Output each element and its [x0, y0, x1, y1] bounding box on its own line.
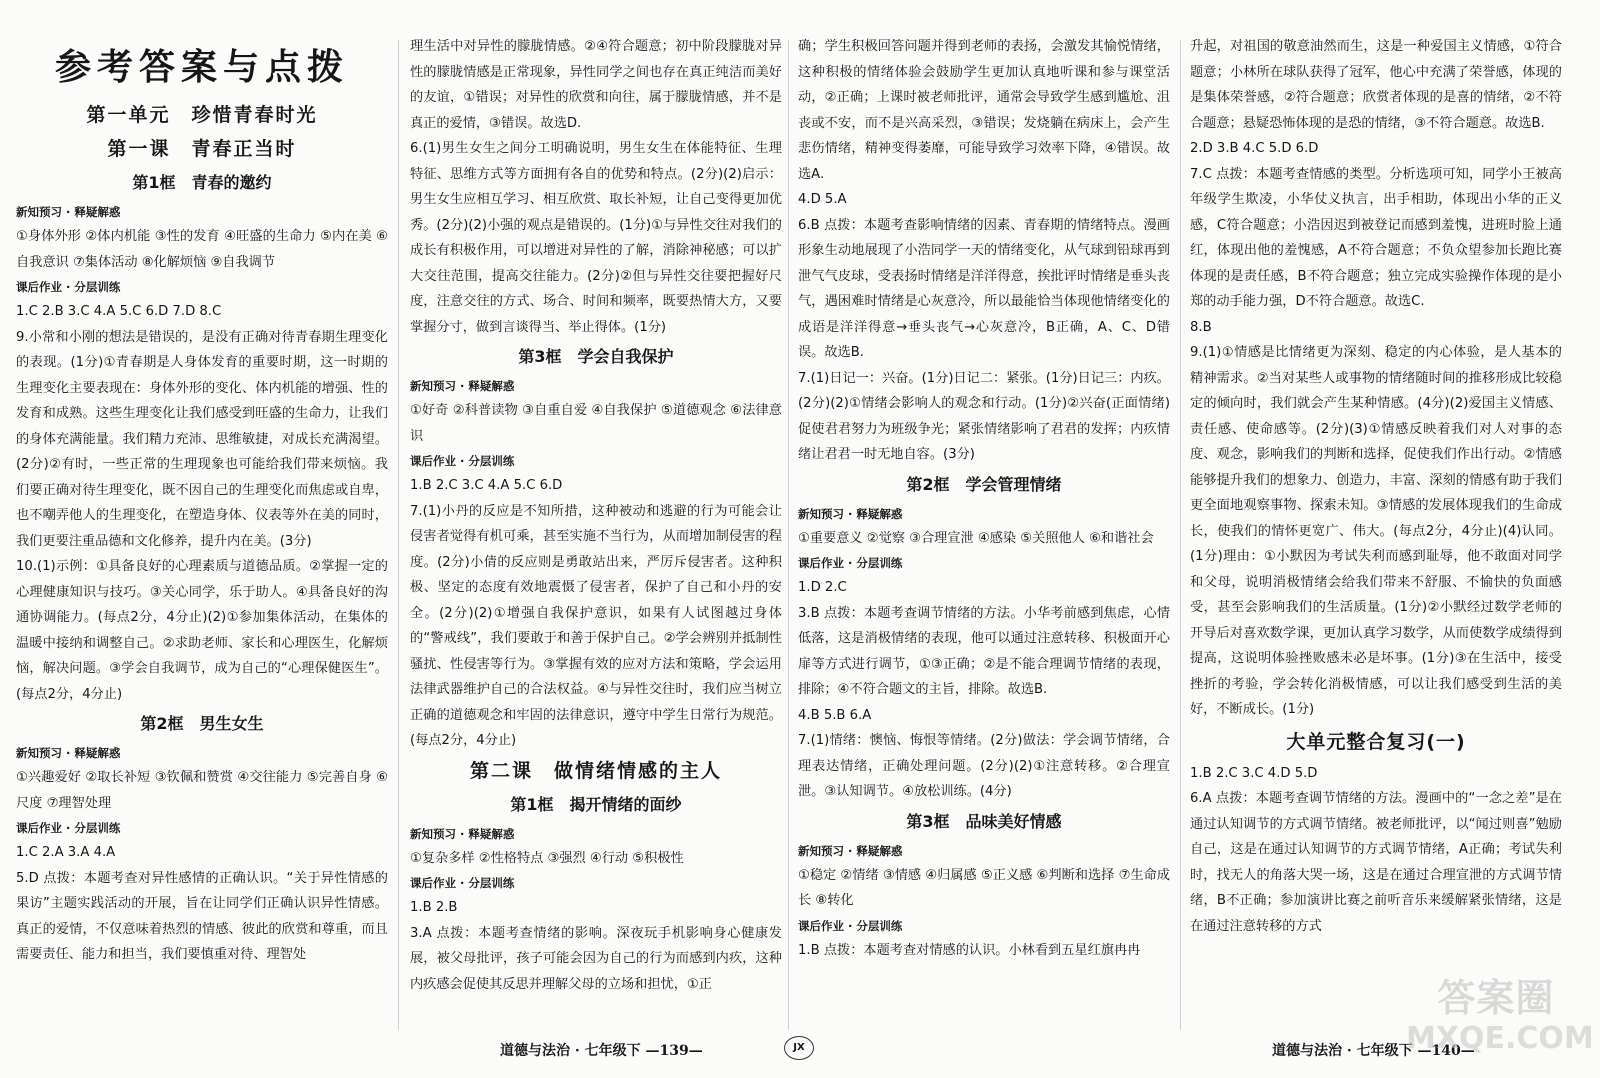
- section-label: 课后作业 · 分层训练: [16, 821, 121, 835]
- review-heading: 大单元整合复习(一): [1286, 730, 1466, 753]
- answer-paragraph: 1.D 2.C: [798, 580, 847, 595]
- answer-paragraph: 5.D 点拨：本题考查对异性感情的正确认识。“关于异性情感的果访”主题实践活动的开展，旨在让同学们正确认识异性情感。真正的爱情，不仅意味着热烈的情感、彼此的欣赏和尊重，而且需要责任、能力和担当，我们要慎重对待、理智处: [16, 870, 388, 962]
- section-label: 课后作业 · 分层训练: [410, 454, 515, 468]
- page-gutter: [788, 40, 789, 1030]
- answer-paragraph: 7.(1)日记一：兴奋。(1分)日记二：紧张。(1分)日记三：内疚。(2分)(2)①情绪会影响人的观念和行动。(1分)②兴奋(正面情绪)促使君君努力为班级争光；紧张情绪影响了君君的发挥；内疚情绪让君君一时无地自容。(3分): [798, 370, 1170, 462]
- answer-paragraph: 1.B 2.C 3.C 4.D 5.D: [1190, 765, 1318, 781]
- answer-paragraph: ①重要意义 ②觉察 ③合理宣泄 ④感染 ⑤关照他人 ⑥和谐社会: [798, 530, 1154, 546]
- answer-paragraph: 4.B 5.B 6.A: [798, 707, 872, 723]
- section-label: 新知预习 · 释疑解惑: [410, 826, 515, 841]
- column-divider: [398, 40, 399, 1030]
- section-heading: 第2框 学会管理情绪: [906, 474, 1062, 494]
- answer-paragraph: ①好奇 ②科普读物 ③自重自爱 ④自我保护 ⑤道德观念 ⑥法律意识: [410, 403, 782, 444]
- answer-paragraph: ①兴趣爱好 ②取长补短 ③钦佩和赞赏 ④交往能力 ⑤完善自身 ⑥尺度 ⑦理智处理: [16, 770, 388, 811]
- column-2: [410, 34, 782, 1024]
- section-label: 新知预习 · 释疑解惑: [798, 843, 903, 858]
- watermark-logo: [1406, 975, 1594, 1071]
- watermark-logo-text: 答案圈: [1437, 976, 1555, 1020]
- answer-paragraph: 7.(1)小丹的反应是不知所措，这种被动和逃避的行为可能会让侵害者觉得有机可乘，甚至实施不当行为，从而增加制侵害的程度。(2分)小倩的反应则是勇敢站出来，严厉斥侵害者。这种积极、坚定的态度有效地震慑了侵害者，保护了自己和小丹的安全。(2分)(2)①增强自我保护意识，如果有人试图越过身体的“警戒线”，我们要敢于和善于保护自己。②学会辨别并抵制性骚扰、性侵害等行为。③掌握有效的应对方法和策略，学会运用法律武器维护自己的合法权益。④与异性交往时，我们应当树立正确的道德观念和牢固的法律意识，遵守中学生日常行为规范。(每点2分，4分止): [410, 503, 782, 748]
- answer-paragraph: ①稳定 ②情绪 ③情感 ④归属感 ⑤正义感 ⑥判断和选择 ⑦生命成长 ⑧转化: [798, 867, 1170, 908]
- section-label: 课后作业 · 分层训练: [410, 876, 515, 890]
- section-label: 新知预习 · 释疑解惑: [798, 506, 903, 521]
- section-heading: 第3框 学会自我保护: [518, 347, 674, 366]
- unit-heading: 第一单元 珍惜青春时光: [86, 104, 318, 126]
- page-footer-139: 道德与法治 · 七年级下 —139—: [500, 1043, 703, 1059]
- column-1: [16, 34, 388, 1024]
- answer-paragraph: 1.B 2.C 3.C 4.A 5.C 6.D: [410, 478, 563, 493]
- section-heading: 第1框 揭开情绪的面纱: [510, 794, 682, 814]
- page-footer-140: 道德与法治 · 七年级下 —140—: [1272, 1043, 1475, 1059]
- answer-paragraph: 确；学生积极回答问题并得到老师的表扬，会激发其愉悦情绪，这种积极的情绪体验会鼓励学生更加认真地听课和参与课堂活动，②正确；上课时被老师批评，通常会导致学生感到尴尬、沮丧或不安，而不是兴高采烈，③错误；发烧躺在病床上，会产生悲伤情绪，精神变得萎靡，可能导致学习效率下降，④错误。故选A.: [798, 39, 1170, 182]
- column-divider: [1180, 40, 1181, 1030]
- section-heading: 第2框 男生女生: [140, 714, 264, 733]
- section-label: 课后作业 · 分层训练: [16, 280, 121, 294]
- answer-paragraph: 9.小常和小刚的想法是错误的，是没有正确对待青春期生理变化的表现。(1分)①青春期是人身体发育的重要时期，这一时期的生理变化主要表现在：身体外形的变化、体内机能的增强、性的发育和成熟。这些生理变化让我们感受到旺盛的生命力，让我们的身体充满能量。我们精力充沛、思维敏捷，对成长充满渴望。(2分)②有时，一些正常的生理现象也可能给我们带来烦恼。我们要正确对待生理变化，既不因自己的生理变化而焦虑或自卑，也不嘲弄他人的生理变化，在塑造身体、仪表等外在美的同时，我们更要注重品德和文化修养，提升内在美。(3分): [16, 329, 388, 549]
- column-4: [1190, 34, 1562, 1024]
- answer-paragraph: 8.B: [1190, 319, 1212, 335]
- answer-paragraph: 9.(1)①情感是比情绪更为深刻、稳定的内心体验，是人基本的精神需求。②当对某些人或事物的情绪随时间的推移形成比较稳定的倾向时，我们就会产生某种情感。(4分)(2)爱国主义情感、责任感、使命感等。(2分)(3)①情感反映着我们对人对事的态度、观念，影响我们的判断和选择，促使我们作出行动。②情感能够提升我们的想象力、创造力，丰富、深刻的情感有助于我们更全面地观察事物、探索未知。③情感的发展体现我们的生命成长，使我们的情怀更宽广、伟大。(每点2分，4分止)(4)认同。(1分)理由：①小默因为考试失利而感到耻辱，他不敢面对同学和父母，说明消极情绪会给我们带来不舒服、不愉快的负面感受，甚至会影响我们的生活质量。(1分)②小默经过数学老师的开导后对喜欢数学课，更加认真学习数学，从而使数学成绩得到提高，这说明体验挫败感未必是坏事。(1分)③在生活中，接受挫折的考验，学会转化消极情感，可以让我们感受到生活的美好，不断成长。(1分): [1190, 345, 1562, 717]
- answer-paragraph: 10.(1)示例：①具备良好的心理素质与道德品质。②掌握一定的心理健康知识与技巧。③关心同学，乐于助人。④具备良好的沟通协调能力。(每点2分，4分止)(2)①参加集体活动，在集体的温暖中接纳和调整自己。②求助老师、家长和心理医生，化解烦恼，解决问题。③学会自我调节，成为自己的“心理保健医生”。(每点2分，4分止): [16, 559, 388, 702]
- lesson-heading: 第二课 做情绪情感的主人: [469, 759, 722, 782]
- answer-paragraph: 7.C 点拨：本题考查情感的类型。分析选项可知，同学小王被高年级学生欺凌，小华仗义执言，出手相助，体现出小华的正义感，C符合题意；小浩因迟到被登记而感到羞愧，进班时脸上通红，体现出他的羞愧感，A不符合题意；不负众望参加长跑比赛体现的是责任感，B不符合题意；独立完成实验操作体现的是小郑的动手能力强，D不符合题意。故选C.: [1190, 166, 1562, 309]
- section-label: 课后作业 · 分层训练: [798, 556, 903, 570]
- answer-paragraph: ①复杂多样 ②性格特点 ③强烈 ④行动 ⑤积极性: [410, 850, 684, 866]
- section-heading: 第3框 品味美好情感: [906, 811, 1062, 831]
- column-3: [798, 34, 1170, 1024]
- answer-paragraph: 6.B 点拨：本题考查影响情绪的因素、青春期的情绪特点。漫画形象生动地展现了小浩同学一天的情绪变化，从气球到铅球再到泄气气皮球，受表扬时情绪是洋洋得意，挨批评时情绪是垂头丧气，遇困难时情绪是心灰意冷，所以最能恰当体现他情绪变化的成语是洋洋得意→垂头丧气→心灰意冷，B正确，A、C、D错误。故选B.: [798, 217, 1170, 360]
- answer-paragraph: 3.A 点拨：本题考查情绪的影响。深夜玩手机影响身心健康发展，被父母批评，孩子可能会因为自己的行为而感到内疚，这种内疚感会促使其反思并理解父母的立场和担忧，①正: [410, 925, 782, 992]
- lesson-heading: 第一课 青春正当时: [107, 138, 297, 160]
- section-label: 新知预习 · 释疑解惑: [410, 379, 515, 393]
- answer-paragraph: 6.A 点拨：本题考查调节情绪的方法。漫画中的“一念之差”是在通过认知调节的方式调节情绪。被老师批评，以“闻过则喜”勉励自己，这是在通过认知调节的方式调节情绪，A正确；考试失利时，找无人的角落大哭一场，这是在通过合理宣泄的方式调节情绪，B不正确；参加演讲比赛之前听音乐来缓解紧张情绪，这是在通过注意转移的方式: [1190, 791, 1562, 934]
- answer-paragraph: 7.(1)情绪：懊恼、悔恨等情绪。(2分)做法：学会调节情绪，合理表达情绪，正确处理问题。(2分)(2)①注意转移。②合理宣泄。③认知调节。④放松训练。(4分): [798, 733, 1170, 799]
- main-title: 参考答案与点拨: [54, 46, 349, 88]
- section-heading: 第1框 青春的邀约: [132, 173, 272, 192]
- answer-paragraph: 1.C 2.A 3.A 4.A: [16, 845, 116, 860]
- section-label: 新知预习 · 释疑解惑: [16, 746, 121, 760]
- answer-paragraph: 3.B 点拨：本题考查调节情绪的方法。小华考前感到焦虑，心情低落，这是消极情绪的表现，他可以通过注意转移、积极面开心扉等方式进行调节，①③正确；②是不能合理调节情绪的表现，排除；④不符合题文的主旨，排除。故选B.: [798, 605, 1170, 697]
- answer-paragraph: 4.D 5.A: [798, 192, 847, 207]
- answer-paragraph: 1.B 2.B: [410, 900, 458, 915]
- section-label: 新知预习 · 释疑解惑: [16, 205, 121, 219]
- watermark-url: MXQE.COM: [1406, 1021, 1594, 1056]
- section-label: 课后作业 · 分层训练: [798, 918, 903, 933]
- answer-paragraph: 2.D 3.B 4.C 5.D 6.D: [1190, 141, 1319, 156]
- answer-paragraph: ①身体外形 ②体内机能 ③性的发育 ④旺盛的生命力 ⑤内在美 ⑥自我意识 ⑦集体活动 ⑧化解烦恼 ⑨自我调节: [16, 229, 388, 270]
- jx-badge: JX: [784, 1036, 814, 1060]
- answer-paragraph: 1.C 2.B 3.C 4.A 5.C 6.D 7.D 8.C: [16, 304, 222, 319]
- answer-paragraph: 1.B 点拨：本题考查对情感的认识。小林看到五星红旗冉冉: [798, 942, 1141, 958]
- answer-paragraph: 升起，对祖国的敬意油然而生，这是一种爱国主义情感，①符合题意；小林所在球队获得了冠军，他心中充满了荣誉感，体现的是集体荣誉感，②符合题意；欣赏者体现的是喜的情绪，②不符合题意；悬疑恐怖体现的是恐的情绪，③不符合题意。故选B.: [1190, 39, 1562, 131]
- answer-paragraph: 6.(1)男生女生之间分工明确说明，男生女生在体能特征、生理特征、思维方式等方面拥有各自的优势和特点。(2分)(2)启示：男生女生应相互学习、相互欣赏、取长补短，让自己变得更加优秀。(2分)(2)小强的观点是错误的。(1分)①与异性交往对我们的成长有积极作用，可以增进对异性的了解，消除神秘感；可以扩大交往范围，提高交往能力。(2分)②但与异性交往要把握好尺度，注意交往的方式、场合、时间和频率，既要热情大方，又要掌握分寸，做到言谈得当、举止得体。(1分): [410, 141, 782, 335]
- answer-paragraph: 理生活中对异性的朦胧情感。②④符合题意；初中阶段朦胧对异性的朦胧情感是正常现象，异性同学之间也存在真正纯洁而美好的友谊，①错误；对异性的欣赏和向往，属于朦胧情感，并不是真正的爱情，③错误。故选D.: [410, 39, 782, 131]
